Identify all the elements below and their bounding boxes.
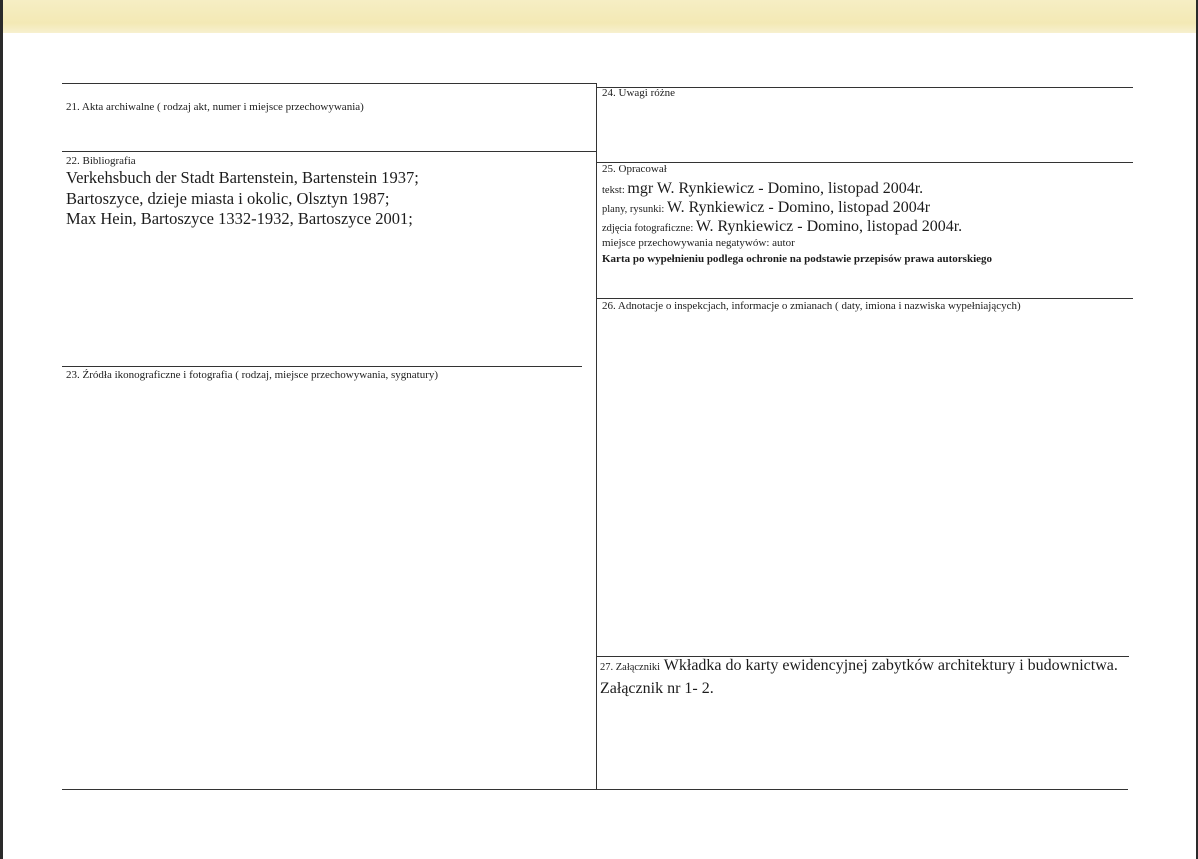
rule-bottom [62, 789, 1128, 790]
bibliography-entry: Max Hein, Bartoszyce 1332-1932, Bartoszyce 2001; [66, 209, 413, 228]
field-23-label: 23. Źródła ikonograficzne i fotografia ( rodzaj, miejsce przechowywania, sygnatury) [66, 369, 439, 381]
field-24-label: 24. Uwagi różne [602, 87, 676, 99]
negatives-location: miejsce przechowywania negatywów: autor [602, 237, 795, 249]
bibliography-entry: Bartoszyce, dzieje miasta i okolic, Olsztyn 1987; [66, 188, 390, 208]
author-plans-row [602, 199, 930, 217]
field-22-label: 22. Bibliografia [66, 155, 136, 167]
center-divider [596, 83, 597, 789]
rule-top-right [596, 87, 1133, 88]
rule-top-left [62, 83, 596, 84]
top-yellow-strip [0, 0, 1198, 33]
rule-22 [62, 151, 596, 152]
author-plans-value: W. Rynkiewicz - Domino, listopad 2004r [666, 199, 931, 216]
author-text-row [602, 180, 923, 198]
rule-23 [62, 366, 582, 367]
field-21-label: 21. Akta archiwalne ( rodzaj akt, numer i miejsce przechowywania) [66, 101, 364, 113]
author-text-value: mgr W. Rynkiewicz - Domino, listopad 2004r. [627, 180, 924, 197]
field-25-label: 25. Opracował [602, 163, 667, 175]
field-26-label: 26. Adnotacje o inspekcjach, informacje o zmianach ( daty, imiona i nazwiska wypełniających) [602, 300, 1021, 312]
rule-26 [596, 298, 1133, 299]
attachments-block [600, 655, 1120, 699]
author-photos-row [602, 218, 962, 236]
attachments-value: Wkładka do karty ewidencyjnej zabytków architektury i budownictwa. Załącznik nr 1- 2. [600, 657, 1118, 697]
left-page-border [0, 0, 3, 859]
author-photos-value: W. Rynkiewicz - Domino, listopad 2004r. [695, 218, 963, 235]
bibliography-list [66, 168, 419, 230]
bibliography-entry: Verkehsbuch der Stadt Bartenstein, Bartenstein 1937; [66, 168, 419, 187]
author-text-label: tekst: [602, 185, 625, 196]
copyright-note: Karta po wypełnieniu podlega ochronie na podstawie przepisów prawa autorskiego [602, 253, 993, 265]
author-photos-label: zdjęcia fotograficzne: [602, 223, 694, 234]
author-plans-label: plany, rysunki: [602, 204, 665, 215]
field-27-label: 27. Załączniki [600, 662, 661, 673]
rule-25 [596, 162, 1133, 163]
